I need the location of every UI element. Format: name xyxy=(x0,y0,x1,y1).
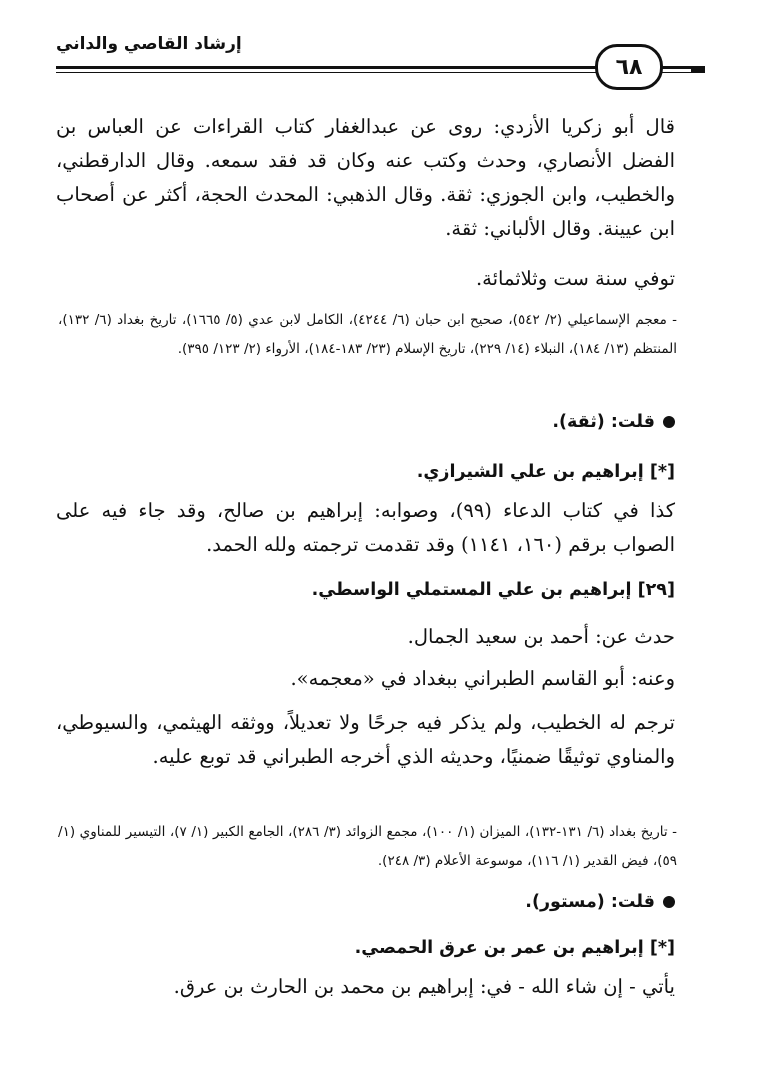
running-title: إرشاد القاصي والداني xyxy=(56,34,242,54)
page-header xyxy=(56,28,705,100)
paragraph-correction: كذا في كتاب الدعاء (٩٩)، وصوابه: إبراهيم بن صالح، وقد جاء فيه على الصواب برقم (١٦٠، ١١٤١) وقد تقدمت ترجمته ولله الحمد. xyxy=(56,499,675,556)
header-rule-end xyxy=(691,66,705,72)
page-number: ٦٨ xyxy=(595,44,663,90)
bullet-icon xyxy=(663,896,675,908)
entry-heading-1: [*] إبراهيم بن علي الشيرازي. xyxy=(416,462,675,482)
references-1: - معجم الإسماعيلي (٢/ ٥٤٢)، صحيح ابن حبان (٦/ ٤٢٤٤)، الكامل لابن عدي (٥/ ١٦٦٥)، تاريخ بغداد (٦/ ١٣٢)، المنتظم (١٣/ ١٨٤)، النبلاء (١٤/ ٢٢٩)، تاريخ الإسلام (٢٣/ ١٨٣-١٨٤)، الأرواء (٢/ ١٢٣/ ٣٩٥). xyxy=(58,312,678,357)
narrated-from: حدث عن: أحمد بن سعيد الجمال. xyxy=(407,625,675,648)
bullet-icon xyxy=(663,416,675,428)
paragraph-biography: قال أبو زكريا الأزدي: روى عن عبدالغفار كتاب القراءات عن العباس بن الفضل الأنصاري، وحدث وكتب عنه وكان قد فقد سمعه. وقال الدارقطني، والخطيب، وابن الجوزي: ثقة. وقال الذهبي: المحدث الحجة، أكثر عن أصحاب ابن عيينة. وقال الألباني: ثقة. xyxy=(56,115,675,240)
death-date: توفي سنة ست وثلاثمائة. xyxy=(475,267,675,290)
cross-reference: يأتي - إن شاء الله - في: إبراهيم بن محمد بن الحارث بن عرق. xyxy=(173,975,675,998)
narrated-by: وعنه: أبو القاسم الطبراني ببغداد في «معجمه». xyxy=(290,667,675,690)
references-2: - تاريخ بغداد (٦/ ١٣١-١٣٢)، الميزان (١/ ١٠٠)، مجمع الزوائد (٣/ ٢٨٦)، الجامع الكبير (١/ ٧)، التيسير للمناوي (١/ ٥٩)، فيض القدير (١/ ١١٦)، موسوعة الأعلام (٣/ ٢٤٨). xyxy=(58,824,677,869)
verdict-2-text: قلت: (مستور). xyxy=(525,892,655,912)
verdict-1-text: قلت: (ثقة). xyxy=(552,412,655,432)
paragraph-assessment: ترجم له الخطيب، ولم يذكر فيه جرحًا ولا تعديلاً، ووثقه الهيثمي، والسيوطي، والمناوي توثيقًا ضمنيًا، وحديثه الذي أخرجه الطبراني قد توبع عليه. xyxy=(56,711,675,768)
verdict-2 xyxy=(525,892,675,912)
entry-heading-3: [*] إبراهيم بن عمر بن عرق الحمصي. xyxy=(354,938,675,958)
entry-heading-2: [٢٩] إبراهيم بن علي المستملي الواسطي. xyxy=(311,580,675,600)
verdict-1 xyxy=(552,412,675,432)
